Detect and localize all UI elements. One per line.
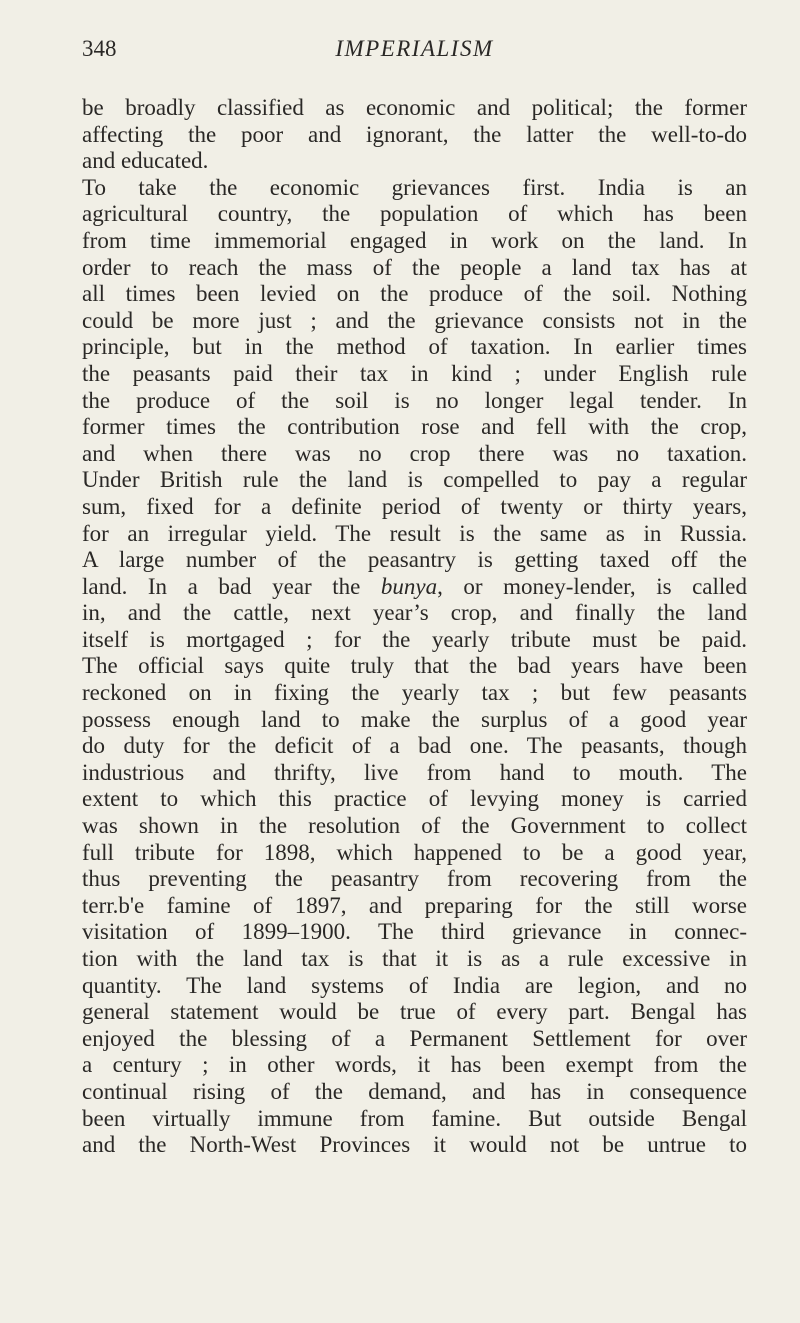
text-line: quantity. The land systems of India are legion, and no xyxy=(82,972,747,998)
text-line: former times the contribution rose and fell with the crop, xyxy=(82,414,747,440)
text-line: general statement would be true of every part. Bengal has xyxy=(82,999,747,1025)
text-line: be broadly classified as economic and political; the former xyxy=(82,95,747,120)
text-line: visitation of 1899–1900. The third grievance in connec- xyxy=(82,919,747,945)
text-line: Under British rule the land is compelled to pay a regular xyxy=(82,467,747,493)
text-line: the peasants paid their tax in kind ; under English rule xyxy=(82,360,747,386)
text-line: The official says quite truly that the bad years have been xyxy=(82,653,747,679)
text-line: the produce of the soil is no longer legal tender. In xyxy=(82,387,747,413)
text-line: principle, but in the method of taxation. In earlier times xyxy=(82,334,747,360)
text-line: sum, fixed for a definite period of twenty or thirty years, xyxy=(82,493,747,519)
text-line: enjoyed the blessing of a Permanent Settlement for over xyxy=(82,1025,747,1051)
body-text xyxy=(82,95,747,1159)
text-line: reckoned on in fixing the yearly tax ; but few peasants xyxy=(82,680,747,706)
text-line: could be more just ; and the grievance consists not in the xyxy=(82,307,747,333)
text-line: extent to which this practice of levying money is carried xyxy=(82,786,747,812)
italic-term: bunya xyxy=(380,573,438,599)
text-line: A large number of the peasantry is getting taxed off the xyxy=(82,547,747,573)
text-line: industrious and thrifty, live from hand to mouth. The xyxy=(82,759,747,785)
running-title: IMPERIALISM xyxy=(335,36,494,61)
text-line: possess enough land to make the surplus of a good year xyxy=(82,706,747,732)
text-line: agricultural country, the population of which has been xyxy=(82,201,747,227)
text-line: full tribute for 1898, which happened to be a good year, xyxy=(82,839,747,865)
page-number: 348 xyxy=(82,36,117,61)
text-line: in, and the cattle, next year’s crop, and finally the land xyxy=(82,600,747,626)
text-line: all times been levied on the produce of the soil. Nothing xyxy=(82,281,747,307)
text-line: do duty for the deficit of a bad one. The peasants, though xyxy=(82,733,747,759)
text-line: land. In a bad year the bunya, or money-lender, is called xyxy=(82,573,747,599)
text-line: and when there was no crop there was no taxation. xyxy=(82,440,747,466)
text-line: itself is mortgaged ; for the yearly tribute must be paid. xyxy=(82,626,747,652)
text-line: for an irregular yield. The result is the same as in Russia. xyxy=(82,520,747,546)
text-line: tion with the land tax is that it is as a rule excessive in xyxy=(82,946,747,971)
running-head xyxy=(82,36,747,70)
text-line: terr.b'e famine of 1897, and preparing for the still worse xyxy=(82,892,747,918)
text-line: and educated. xyxy=(82,148,209,174)
text-line: continual rising of the demand, and has in consequence xyxy=(82,1078,747,1104)
text-line: order to reach the mass of the people a land tax has at xyxy=(82,254,747,280)
text-line: was shown in the resolution of the Government to collect xyxy=(82,813,747,839)
text-line: affecting the poor and ignorant, the latter the well-to-do xyxy=(82,121,747,147)
text-line: To take the economic grievances first. India is an xyxy=(82,174,747,200)
text-line: a century ; in other words, it has been exempt from the xyxy=(82,1052,747,1078)
text-line: and the North-West Provinces it would not be untrue to xyxy=(82,1132,747,1158)
text-line: from time immemorial engaged in work on the land. In xyxy=(82,227,747,253)
text-line: been virtually immune from famine. But outside Bengal xyxy=(82,1105,747,1131)
text-line: thus preventing the peasantry from recovering from the xyxy=(82,866,747,892)
